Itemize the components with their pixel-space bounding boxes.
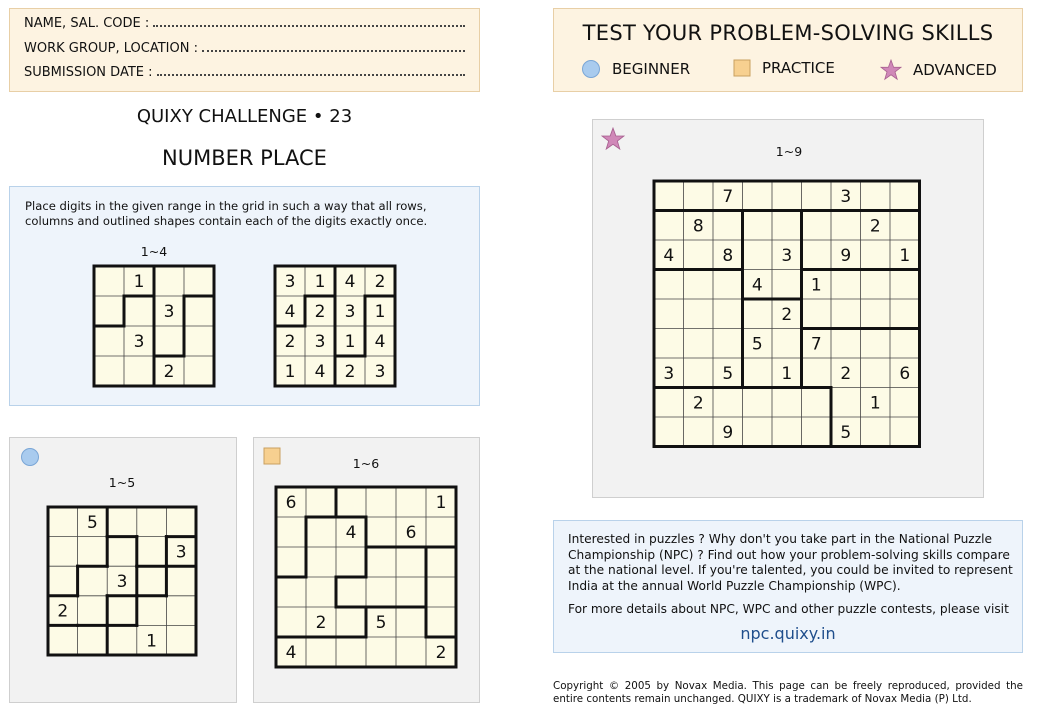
given-digit: 4 [344, 272, 356, 293]
skills-header [553, 8, 1023, 92]
practice-label: PRACTICE [762, 59, 835, 77]
given-digit: 9 [722, 422, 734, 443]
example-solution-grid [275, 266, 395, 386]
copyright-text: Copyright © 2005 by Novax Media. This page can be freely reproduced, provided the entire contents remain unchanged. QUIXY is a trademark of Novax Media (P) Ltd. [553, 680, 1023, 705]
given-digit: 5 [722, 363, 734, 384]
beginner-grid [48, 507, 196, 655]
given-digit: 5 [751, 334, 763, 355]
circle-icon [20, 447, 40, 467]
given-digit: 7 [722, 186, 734, 207]
given-digit: 4 [751, 275, 763, 296]
puzzle-type-title: NUMBER PLACE [162, 146, 327, 170]
given-digit: 2 [344, 362, 356, 383]
instructions-panel [9, 186, 480, 406]
given-digit: 1 [810, 275, 822, 296]
given-digit: 6 [899, 363, 911, 384]
given-digit: 2 [435, 643, 447, 664]
date-row [24, 64, 465, 89]
given-digit: 2 [314, 302, 326, 323]
date-label: SUBMISSION DATE : [24, 65, 153, 80]
given-digit: 1 [435, 493, 447, 514]
given-digit: 4 [314, 362, 326, 383]
given-digit: 1 [284, 362, 296, 383]
example-grid [94, 266, 214, 386]
given-digit: 2 [163, 362, 175, 383]
instructions-text: Place digits in the given range in the grid in such a way that all rows, columns and outlined shapes contain each of the digits exactly once. [25, 199, 428, 228]
given-digit: 4 [284, 302, 296, 323]
date-field[interactable] [157, 64, 466, 76]
name-label: NAME, SAL. CODE : [24, 16, 150, 31]
given-digit: 3 [781, 245, 793, 266]
given-digit: 2 [840, 363, 852, 384]
beginner-range-label: 1~5 [108, 475, 136, 490]
given-digit: 4 [345, 523, 357, 544]
given-digit: 2 [781, 304, 793, 325]
given-digit: 3 [284, 272, 296, 293]
given-digit: 1 [133, 272, 145, 293]
npc-info-text: Interested in puzzles ? Why don't you take part in the National Puzzle Championship (NPC) ? Find out how your problem-solving skills compare at the national level. If you're talented, you could be invited to represent India at the annual World Puzzle Championship (WPC). [568, 532, 1013, 593]
given-digit: 7 [810, 334, 822, 355]
given-digit: 1 [146, 631, 158, 652]
name-field[interactable] [153, 15, 465, 27]
circle-icon [581, 59, 601, 79]
given-digit: 2 [374, 272, 386, 293]
work-group-label: WORK GROUP, LOCATION : [24, 40, 198, 56]
given-digit: 2 [692, 393, 704, 414]
practice-grid [276, 487, 456, 667]
npc-link[interactable]: npc.quixy.in [740, 624, 836, 643]
example-range-label: 1~4 [140, 244, 168, 259]
given-digit: 1 [374, 302, 386, 323]
skills-title: TEST YOUR PROBLEM-SOLVING SKILLS [582, 21, 994, 45]
star-icon [880, 59, 902, 81]
level-advanced [880, 59, 997, 81]
given-digit: 6 [285, 493, 297, 514]
given-digit: 4 [285, 643, 297, 664]
star-icon [601, 127, 625, 151]
given-digit: 2 [284, 332, 296, 353]
given-digit: 3 [163, 302, 175, 323]
given-digit: 9 [840, 245, 852, 266]
given-digit: 2 [315, 613, 327, 634]
beginner-label: BEGINNER [612, 60, 691, 78]
given-digit: 1 [869, 393, 881, 414]
advanced-grid [654, 181, 920, 447]
given-digit: 3 [840, 186, 852, 207]
given-digit: 8 [722, 245, 734, 266]
advanced-range-label: 1~9 [775, 144, 803, 159]
npc-info-panel [553, 520, 1023, 653]
work-group-row [24, 40, 465, 65]
given-digit: 5 [86, 512, 98, 533]
level-practice [733, 59, 835, 77]
given-digit: 2 [57, 601, 69, 622]
given-digit: 1 [899, 245, 911, 266]
given-digit: 5 [840, 422, 852, 443]
given-digit: 2 [869, 216, 881, 237]
given-digit: 3 [314, 332, 326, 353]
given-digit: 4 [374, 332, 386, 353]
square-icon [263, 447, 281, 465]
advanced-label: ADVANCED [913, 61, 997, 79]
given-digit: 3 [344, 302, 356, 323]
given-digit: 1 [314, 272, 326, 293]
work-group-field[interactable] [202, 40, 465, 52]
given-digit: 6 [405, 523, 417, 544]
given-digit: 1 [781, 363, 793, 384]
level-beginner [581, 59, 690, 79]
given-digit: 3 [374, 362, 386, 383]
challenge-title: QUIXY CHALLENGE • 23 [136, 106, 353, 127]
given-digit: 3 [133, 332, 145, 353]
given-digit: 5 [375, 613, 387, 634]
given-digit: 3 [663, 363, 675, 384]
given-digit: 3 [175, 542, 187, 563]
name-row [24, 15, 465, 40]
square-icon [733, 59, 751, 77]
given-digit: 3 [116, 572, 128, 593]
submission-form [9, 8, 480, 92]
given-digit: 4 [663, 245, 675, 266]
given-digit: 8 [692, 216, 704, 237]
given-digit: 1 [344, 332, 356, 353]
practice-range-label: 1~6 [352, 456, 380, 471]
npc-details-text: For more details about NPC, WPC and other puzzle contests, please visit [568, 602, 1009, 616]
